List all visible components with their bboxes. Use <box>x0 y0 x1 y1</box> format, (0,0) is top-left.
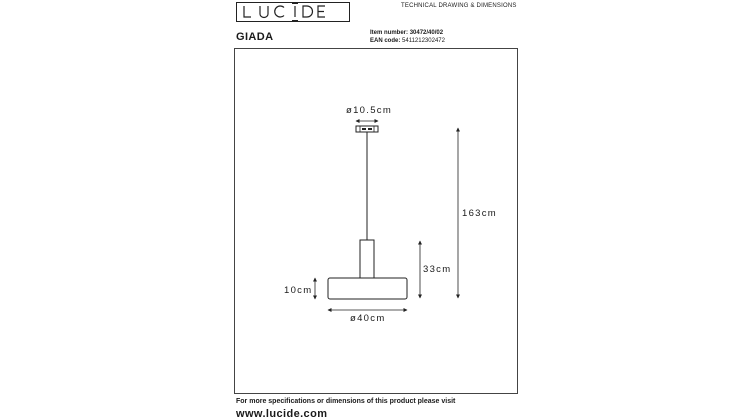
document-type: TECHNICAL DRAWING & DIMENSIONS <box>401 3 517 9</box>
body-height-label: 33cm <box>423 264 452 275</box>
footer-note: For more specifications or dimensions of this product please visit <box>236 398 456 405</box>
shade-height-label: 10cm <box>284 285 313 296</box>
item-number-value: 30472/40/02 <box>409 30 444 36</box>
lamp-shade <box>328 278 407 299</box>
product-name: GIADA <box>236 31 274 43</box>
ean-value: 5411212302472 <box>402 38 445 44</box>
ean-label: EAN code: <box>370 38 401 44</box>
canopy <box>356 126 378 132</box>
item-number-label: Item number: <box>370 30 409 36</box>
total-height-label: 163cm <box>462 208 498 219</box>
lamp-body <box>360 240 374 278</box>
footer-url-link[interactable]: www.lucide.com <box>236 408 328 420</box>
shade-diameter-label: ø40cm <box>350 313 386 324</box>
canopy-diameter-label: ø10.5cm <box>346 105 393 116</box>
